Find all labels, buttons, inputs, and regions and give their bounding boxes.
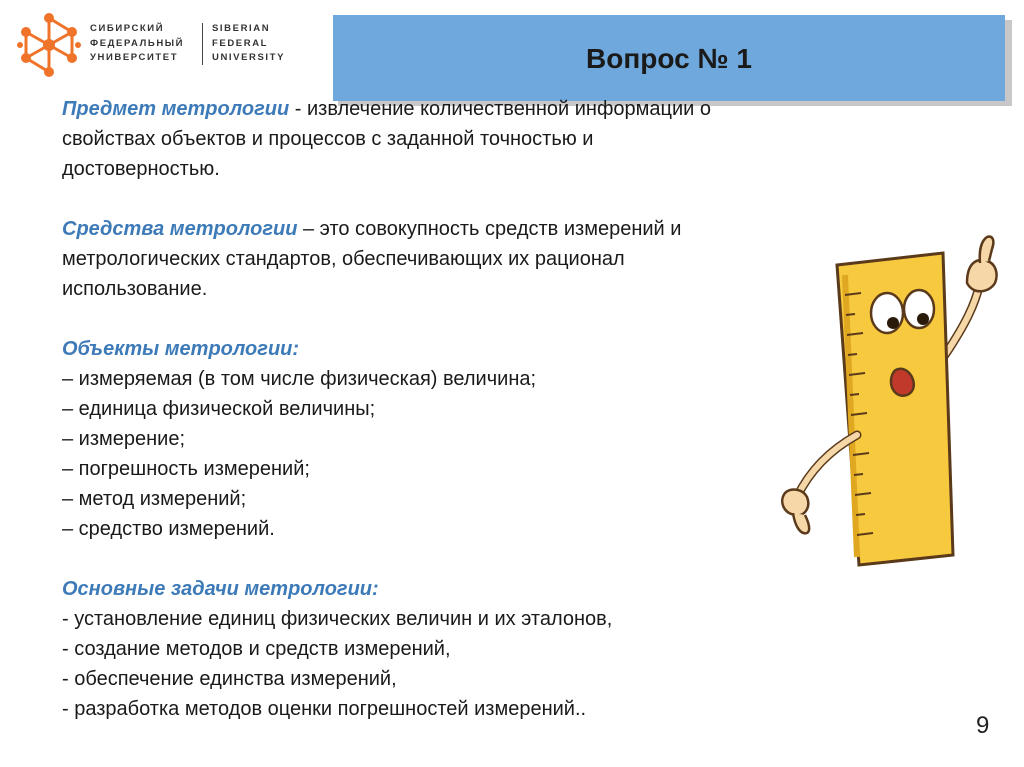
term-means: Средства метрологии: [62, 218, 298, 240]
list-item: - создание методов и средств измерений,: [62, 638, 451, 660]
title-band: [333, 15, 1005, 101]
term-tasks: Основные задачи метрологии:: [62, 578, 379, 600]
text-line: свойствах объектов и процессов с заданной точностью и: [62, 128, 594, 150]
section-tasks: [62, 574, 902, 724]
list-item: - разработка методов оценки погрешностей измерений..: [62, 698, 587, 720]
text-line: [62, 94, 902, 124]
logo-ru-line: УНИВЕРСИТЕТ: [90, 52, 179, 63]
sfu-network-logo-icon: [16, 10, 82, 80]
logo-text-en: [212, 22, 285, 66]
logo-en-line: UNIVERSITY: [212, 52, 286, 63]
text-line: использование.: [62, 278, 208, 300]
logo-ru-line: ФЕДЕРАЛЬНЫЙ: [90, 37, 185, 49]
list-item: – средство измерений.: [62, 518, 275, 540]
logo-en-line: FEDERAL: [212, 37, 269, 49]
logo-en-line: SIBERIAN: [212, 23, 271, 34]
title-shadow: [1005, 20, 1012, 106]
university-logo: [16, 10, 286, 80]
page-number: 9: [976, 712, 990, 739]
list-item: – измерение;: [62, 428, 186, 450]
term-subject: Предмет метрологии: [62, 98, 290, 120]
cartoon-ruler-icon: [775, 235, 1015, 575]
definition-text: - извлечение количественной информации о: [289, 98, 712, 120]
term-objects: Объекты метрологии:: [62, 338, 300, 360]
text-line: метрологических стандартов, обеспечивающих их рационал: [62, 248, 625, 270]
list-item: – единица физической величины;: [62, 398, 376, 420]
slide-title: Вопрос № 1: [586, 43, 752, 74]
list-item: - установление единиц физических величин и их эталонов,: [62, 608, 613, 630]
logo-divider: [202, 23, 203, 65]
logo-ru-line: СИБИРСКИЙ: [90, 23, 165, 34]
list-item: – метод измерений;: [62, 488, 247, 510]
list-item: – измеряемая (в том числе физическая) величина;: [62, 368, 537, 390]
list-item: – погрешность измерений;: [62, 458, 310, 480]
list-item: - обеспечение единства измерений,: [62, 668, 397, 690]
logo-text-ru: [90, 22, 184, 66]
definition-text: – это совокупность средств измерений и: [297, 218, 682, 240]
text-line: достоверностью.: [62, 158, 220, 180]
section-subject: [62, 94, 902, 184]
